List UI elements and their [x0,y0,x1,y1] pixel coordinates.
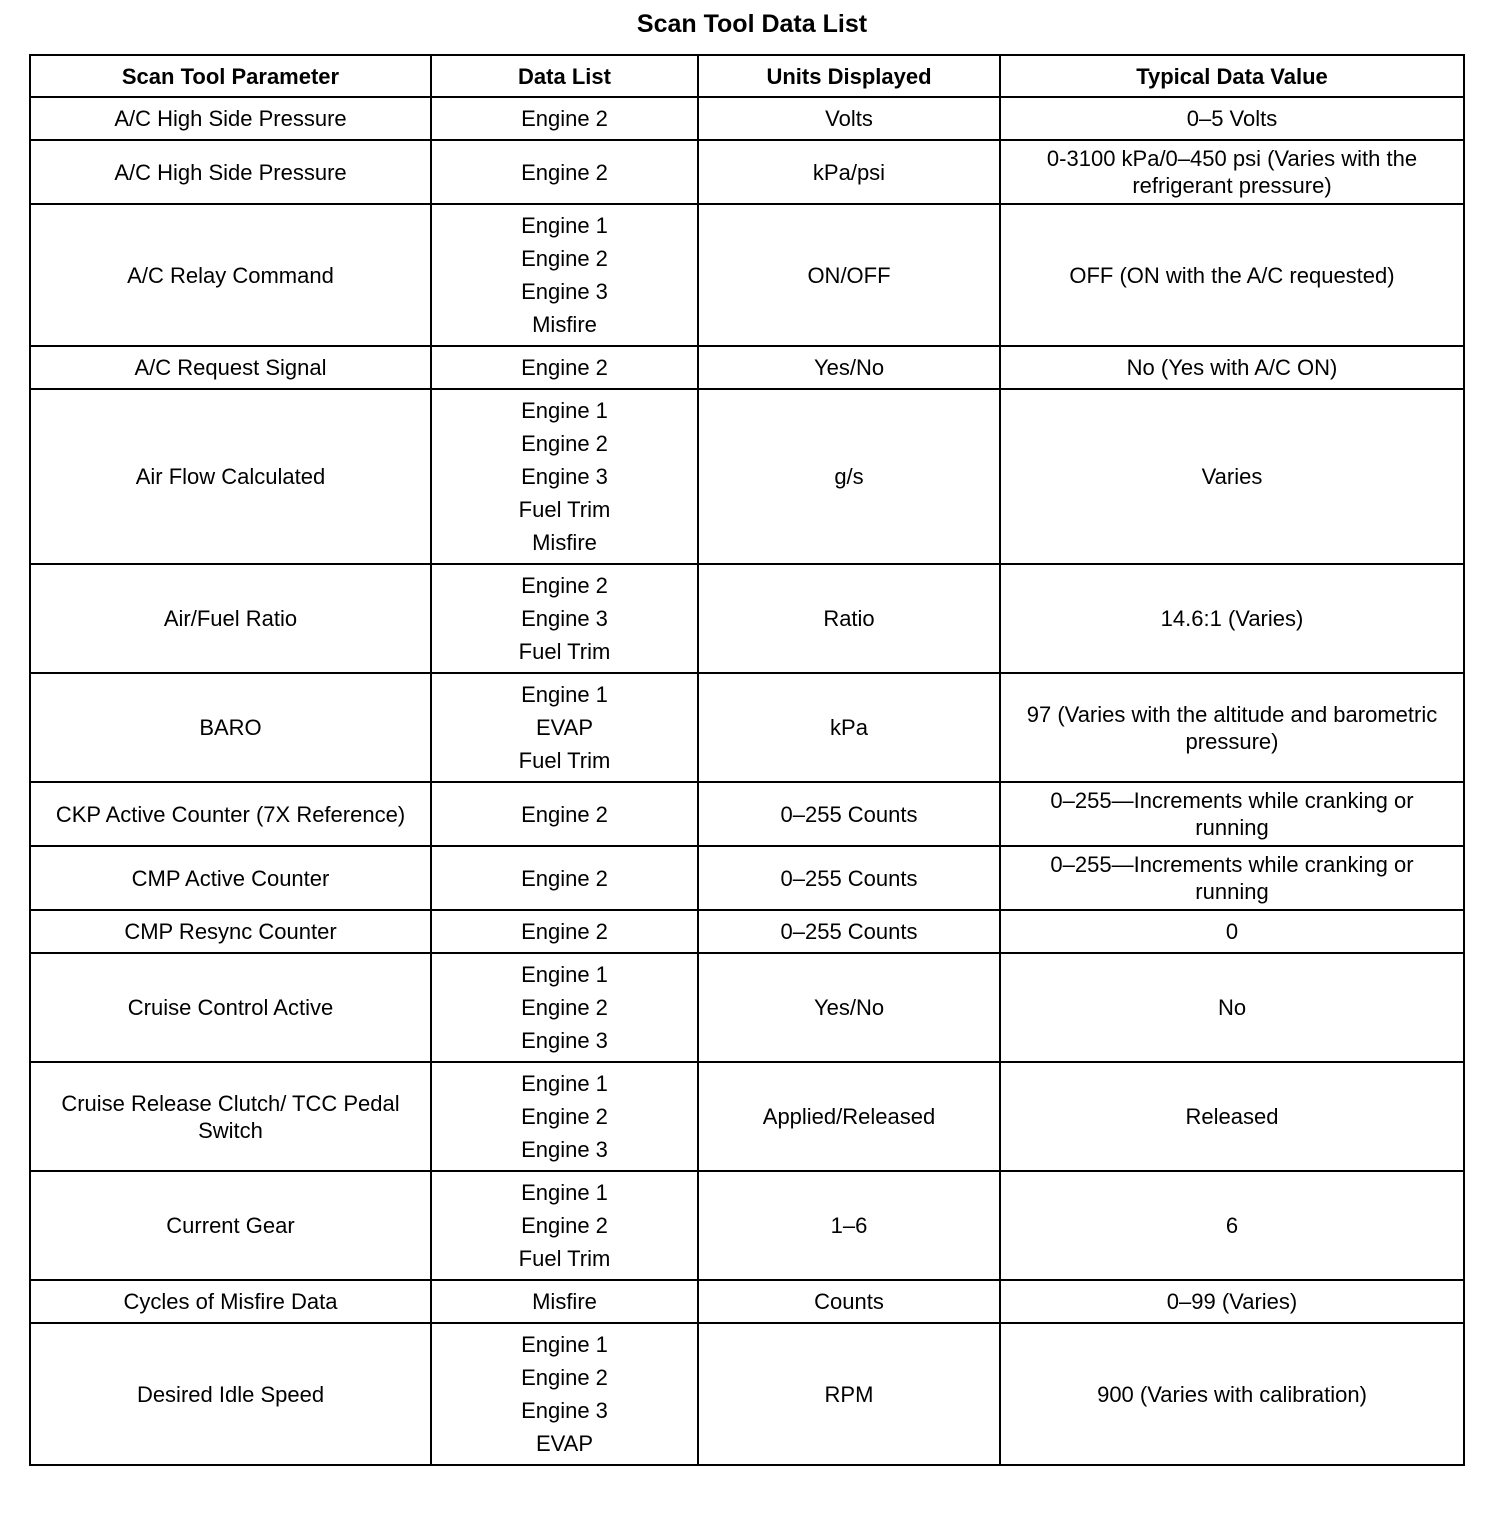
typical-value-cell: 6 [1000,1171,1464,1280]
data-list-item: Engine 3 [521,606,608,631]
data-list-item: Fuel Trim [518,748,611,773]
data-list-cell [431,910,698,953]
units-cell: kPa/psi [698,140,1000,204]
data-list-cell [431,1280,698,1323]
units-cell: Applied/Released [698,1062,1000,1171]
typical-value-cell: 0–99 (Varies) [1000,1280,1464,1323]
data-list-cell [431,673,698,782]
scan-tool-data-table [29,54,1465,1466]
parameter-cell: CMP Active Counter [30,846,431,910]
units-cell: 0–255 Counts [698,846,1000,910]
data-list-item: Misfire [532,1289,597,1314]
parameter-cell: A/C Relay Command [30,204,431,346]
table-row [30,1062,1464,1171]
data-list-item: Fuel Trim [518,1246,611,1271]
data-list-cell [431,204,698,346]
header-row [30,55,1464,97]
data-list-item: Engine 2 [521,246,608,271]
data-list-cell [431,140,698,204]
data-list-cell [431,389,698,564]
data-list-item: Engine 1 [521,682,608,707]
table-row [30,389,1464,564]
data-list-item: Engine 2 [521,431,608,456]
data-list-item: Engine 2 [521,1365,608,1390]
parameter-cell: Air/Fuel Ratio [30,564,431,673]
units-cell: 1–6 [698,1171,1000,1280]
data-list-cell [431,953,698,1062]
data-list-cell [431,97,698,140]
table-row [30,346,1464,389]
table-row [30,673,1464,782]
table-row [30,1280,1464,1323]
header-typical: Typical Data Value [1000,55,1464,97]
units-cell: 0–255 Counts [698,782,1000,846]
parameter-cell: A/C High Side Pressure [30,97,431,140]
typical-value-cell: OFF (ON with the A/C requested) [1000,204,1464,346]
header-data-list: Data List [431,55,698,97]
table-row [30,204,1464,346]
data-list-cell [431,1062,698,1171]
data-list-item: Engine 1 [521,398,608,423]
typical-value-cell: 97 (Varies with the altitude and barometric pressure) [1000,673,1464,782]
data-list-item: Engine 2 [521,106,608,131]
units-cell: kPa [698,673,1000,782]
typical-value-cell: 0–255—Increments while cranking or running [1000,782,1464,846]
data-list-item: Engine 2 [521,995,608,1020]
parameter-cell: Cruise Control Active [30,953,431,1062]
data-list-item: Engine 3 [521,1137,608,1162]
parameter-cell: Cycles of Misfire Data [30,1280,431,1323]
data-list-item: Misfire [532,312,597,337]
parameter-cell: Desired Idle Speed [30,1323,431,1465]
data-list-item: Engine 2 [521,919,608,944]
table-row [30,953,1464,1062]
parameter-cell: Current Gear [30,1171,431,1280]
units-cell: RPM [698,1323,1000,1465]
data-list-item: Engine 2 [521,865,608,891]
data-list-item: EVAP [535,1431,594,1456]
typical-value-cell: No [1000,953,1464,1062]
units-cell: Counts [698,1280,1000,1323]
data-list-item: Engine 1 [521,962,608,987]
data-list-cell [431,1171,698,1280]
data-list-item: Engine 2 [521,159,608,185]
parameter-cell: CKP Active Counter (7X Reference) [30,782,431,846]
data-list-item: Fuel Trim [518,497,611,522]
table-row [30,1171,1464,1280]
typical-value-cell: 0 [1000,910,1464,953]
typical-value-cell: No (Yes with A/C ON) [1000,346,1464,389]
data-list-item: Engine 1 [521,1332,608,1357]
units-cell: Yes/No [698,953,1000,1062]
data-list-item: Engine 2 [521,801,608,827]
data-list-item: Engine 1 [521,213,608,238]
parameter-cell: Cruise Release Clutch/ TCC Pedal Switch [30,1062,431,1171]
data-list-item: Engine 1 [521,1180,608,1205]
typical-value-cell: Varies [1000,389,1464,564]
data-list-cell [431,564,698,673]
data-list-cell [431,782,698,846]
typical-value-cell: 0-3100 kPa/0–450 psi (Varies with the refrigerant pressure) [1000,140,1464,204]
units-cell: 0–255 Counts [698,910,1000,953]
data-list-cell [431,1323,698,1465]
units-cell: Yes/No [698,346,1000,389]
data-list-item: Engine 2 [521,573,608,598]
data-list-item: Engine 3 [521,1398,608,1423]
data-list-item: Engine 2 [521,1213,608,1238]
parameter-cell: A/C Request Signal [30,346,431,389]
header-units: Units Displayed [698,55,1000,97]
table-row [30,910,1464,953]
data-list-item: Misfire [532,530,597,555]
data-list-item: Engine 3 [521,279,608,304]
data-list-item: Engine 2 [521,1104,608,1129]
data-list-item: Engine 3 [521,464,608,489]
data-list-cell [431,346,698,389]
units-cell: ON/OFF [698,204,1000,346]
parameter-cell: Air Flow Calculated [30,389,431,564]
parameter-cell: BARO [30,673,431,782]
data-list-item: Engine 2 [521,355,608,380]
typical-value-cell: 14.6:1 (Varies) [1000,564,1464,673]
units-cell: g/s [698,389,1000,564]
data-list-item: Engine 1 [521,1071,608,1096]
parameter-cell: A/C High Side Pressure [30,140,431,204]
data-list-item: EVAP [535,715,594,740]
data-list-item: Fuel Trim [518,639,611,664]
parameter-cell: CMP Resync Counter [30,910,431,953]
data-list-item: Engine 3 [521,1028,608,1053]
typical-value-cell: Released [1000,1062,1464,1171]
table-row [30,140,1464,204]
data-list-cell [431,846,698,910]
typical-value-cell: 0–5 Volts [1000,97,1464,140]
table-row [30,97,1464,140]
table-row [30,564,1464,673]
typical-value-cell: 0–255—Increments while cranking or running [1000,846,1464,910]
units-cell: Volts [698,97,1000,140]
table-row [30,846,1464,910]
header-parameter: Scan Tool Parameter [30,55,431,97]
table-row [30,782,1464,846]
typical-value-cell: 900 (Varies with calibration) [1000,1323,1464,1465]
units-cell: Ratio [698,564,1000,673]
table-row [30,1323,1464,1465]
page-title: Scan Tool Data List [636,10,868,38]
